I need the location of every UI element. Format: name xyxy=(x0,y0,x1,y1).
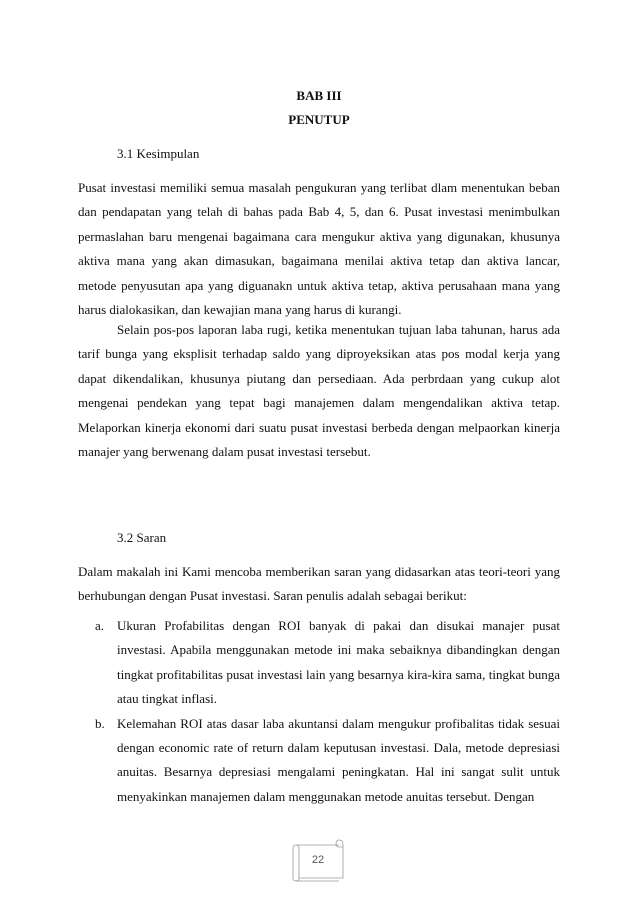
list-item xyxy=(95,712,560,810)
chapter-title: PENUTUP xyxy=(288,112,350,127)
paragraph: Dalam makalah ini Kami mencoba memberikan saran yang didasarkan atas teori-teori yang berhubungan dengan Pusat investasi. Saran penulis adalah sebagai berikut: xyxy=(78,564,560,604)
list-item-text: Kelemahan ROI atas dasar laba akuntansi dalam mengukur profibalitas tidak sesuai dengan economic rate of return dalam keputusan investasi. Dala, metode depresiasi anuitas. Besarnya depresiasi mengalami peningkatan. Hal ini sangat sulit untuk menyakinkan manajemen dalam menggunakan metode anuitas tersebut. Dengan xyxy=(117,715,560,804)
list-item-text: Ukuran Profabilitas dengan ROI banyak di pakai dan disukai manajer pusat investasi. Apabila menggunakan metode ini maka sebaiknya dibandingkan dengan tingkat profitabilitas pusat investasi lain yang besarnya kira-kira sama, tingkat bunga atau tingkat inflasi. xyxy=(117,618,560,707)
list-item xyxy=(95,614,560,712)
section-heading-kesimpulan: 3.1 Kesimpulan xyxy=(117,146,200,161)
section-heading-saran: 3.2 Saran xyxy=(117,530,167,545)
paragraph: Selain pos-pos laporan laba rugi, ketika menentukan tujuan laba tahunan, harus ada tarif bunga yang eksplisit terhadap saldo yang diproyeksikan atas pos modal kerja yang dapat dikendalikan, khusunya piutang dan persediaan. Ada perbrdaan yang cukup alot mengenai pendekan yang tepat bagi manajemen dalam mengendalikan aktiva tetap. Melaporkan kinerja ekonomi dari suatu pusat investasi berbeda dengan melpaorkan kinerja manajer yang berwenang dalam pusat investasi tersebut. xyxy=(78,322,560,460)
paragraph: Pusat investasi memiliki semua masalah pengukuran yang terlibat dlam menentukan beban dan pendapatan yang telah di bahas pada Bab 4, 5, dan 6. Pusat investasi menimbulkan permaslahan baru mengenai bagaimana cara mengukur aktiva yang digunakan, khusunya aktiva mana yang akan dimasukan, bagaimana menilai aktiva tetap dan aktiva lancar, metode penyusutan apa yang diguanakn untuk aktiva tetap, aktiva perusahaan mana yang harus dialokasikan, dan kewajian mana yang harus di kurangi. xyxy=(78,180,560,318)
page-number: 22 xyxy=(311,854,325,866)
page-number-scroll-frame xyxy=(287,838,347,880)
chapter-label: BAB III xyxy=(296,88,342,103)
suggestion-list xyxy=(95,614,560,809)
list-marker: b. xyxy=(95,715,105,731)
list-marker: a. xyxy=(95,618,105,633)
